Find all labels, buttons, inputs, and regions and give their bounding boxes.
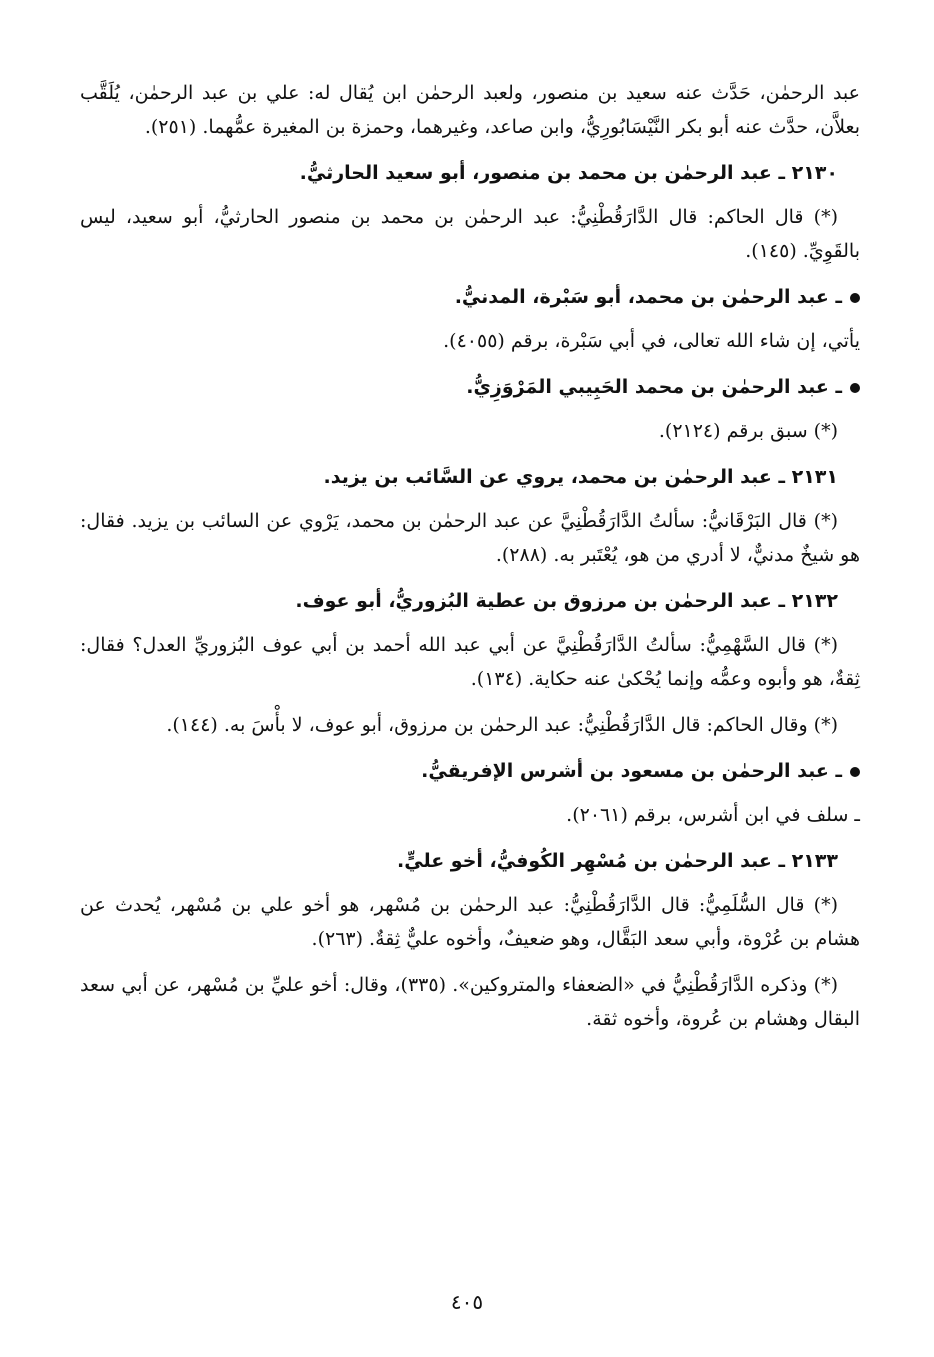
- paragraph-2133-duafa: (*) وذكره الدَّارَقُطْنِيُّ في «الضعفاء والمتروكين». (٣٣٥)، وقال: أخو عليِّ بن مُسْهر، عن أبي سعد البقال وهشام بن عُروة، وأخوه ثقة.: [80, 974, 860, 1030]
- paragraph-2131-barqani: (*) قال البَرْقَانيُّ: سألتُ الدَّارَقُطْنِيَّ عن عبد الرحمٰن بن محمد، يَرْوي عن السائب بن يزيد. فقال: هو شيخٌ مدنيٌّ، لا أدري من هو، يُعْتَبر به. (٢٨٨).: [80, 510, 860, 566]
- bullet-heading-ashras: [80, 754, 860, 788]
- paragraph-habibi-ref: (*) سبق برقم (٢١٢٤).: [658, 420, 838, 442]
- entry-heading-2133: ٢١٣٣ ـ عبد الرحمٰن بن مُسْهِر الكُوفيُّ، أخو عليٍّ.: [397, 850, 838, 872]
- bullet-heading-text: ـ عبد الرحمٰن بن محمد الحَبِيبي المَرْوَزِيُّ.: [466, 376, 842, 398]
- bullet-dot-icon: [850, 767, 860, 777]
- paragraph-ashras-ref: ـ سلف في ابن أشرس، برقم (٢٠٦١).: [566, 804, 860, 826]
- paragraph-2130-hakim: (*) قال الحاكم: قال الدَّارَقُطْنِيُّ: عبد الرحمٰن بن محمد بن منصور الحارثيُّ، أبو سعيد، ليس بالقَوِيِّ. (١٤٥).: [80, 206, 860, 262]
- entry-heading-2130: ٢١٣٠ ـ عبد الرحمٰن بن محمد بن منصور، أبو سعيد الحارثيُّ.: [299, 162, 838, 184]
- paragraph-2132-hakim: (*) وقال الحاكم: قال الدَّارَقُطْنِيُّ: عبد الرحمٰن بن مرزوق، أبو عوف، لا بأْسَ به. (١٤٤).: [166, 714, 838, 736]
- page-number: ٤٠٥: [450, 1290, 484, 1314]
- bullet-dot-icon: [850, 293, 860, 303]
- bullet-heading-text: ـ عبد الرحمٰن بن محمد، أبو سَبْرة، المدنيُّ.: [454, 286, 842, 308]
- entry-heading-2131: ٢١٣١ ـ عبد الرحمٰن بن محمد، يروي عن السَّائب بن يزيد.: [323, 466, 838, 488]
- paragraph-abu-sabra-ref: يأتي، إن شاء الله تعالى، في أبي سَبْرة، برقم (٤٠٥٥).: [443, 330, 860, 352]
- paragraph-2133-sulami: (*) قال السُّلَمِيُّ: قال الدَّارَقُطْنِيُّ: عبد الرحمٰن بن مُسْهر، هو أخو علي بن مُسْهر، يُحدث عن هشام بن عُرْوة، وأبي سعد البَقَّال، وهو ضعيفٌ، وأخوه عليٌّ ثِقةٌ. (٢٦٣).: [80, 894, 860, 950]
- entry-heading-2132: ٢١٣٢ ـ عبد الرحمٰن بن مرزوق بن عطية البُزوريُّ، أبو عوف.: [295, 590, 838, 612]
- paragraph-intro: عبد الرحمٰن، حَدَّث عنه سعيد بن منصور، ولعبد الرحمٰن ابن يُقال له: علي بن عبد الرحمٰن، يُلَقَّب بعلاَّن، حدَّث عنه أبو بكر النَّيْسَابُورِيُّ، وابن صاعد، وغيرهما، وحمزة بن المغيرة عمُّهما. (٢٥١).: [80, 82, 860, 138]
- bullet-heading-text: ـ عبد الرحمٰن بن مسعود بن أشرس الإفريقيُّ.: [421, 760, 842, 782]
- paragraph-2132-sahmi: (*) قال السَّهْمِيُّ: سألتُ الدَّارَقُطْنِيَّ عن أبي عبد الله أحمد بن أبي عوف البُزوريِّ العدل؟ فقال: ثِقةٌ، هو وأبوه وعمُّه وإنما يُحْكىٰ عنه حكاية. (١٣٤).: [80, 634, 860, 690]
- bullet-heading-habibi: [80, 370, 860, 404]
- bullet-dot-icon: [850, 383, 860, 393]
- bullet-heading-abu-sabra: [80, 280, 860, 314]
- page-body: [80, 76, 860, 1048]
